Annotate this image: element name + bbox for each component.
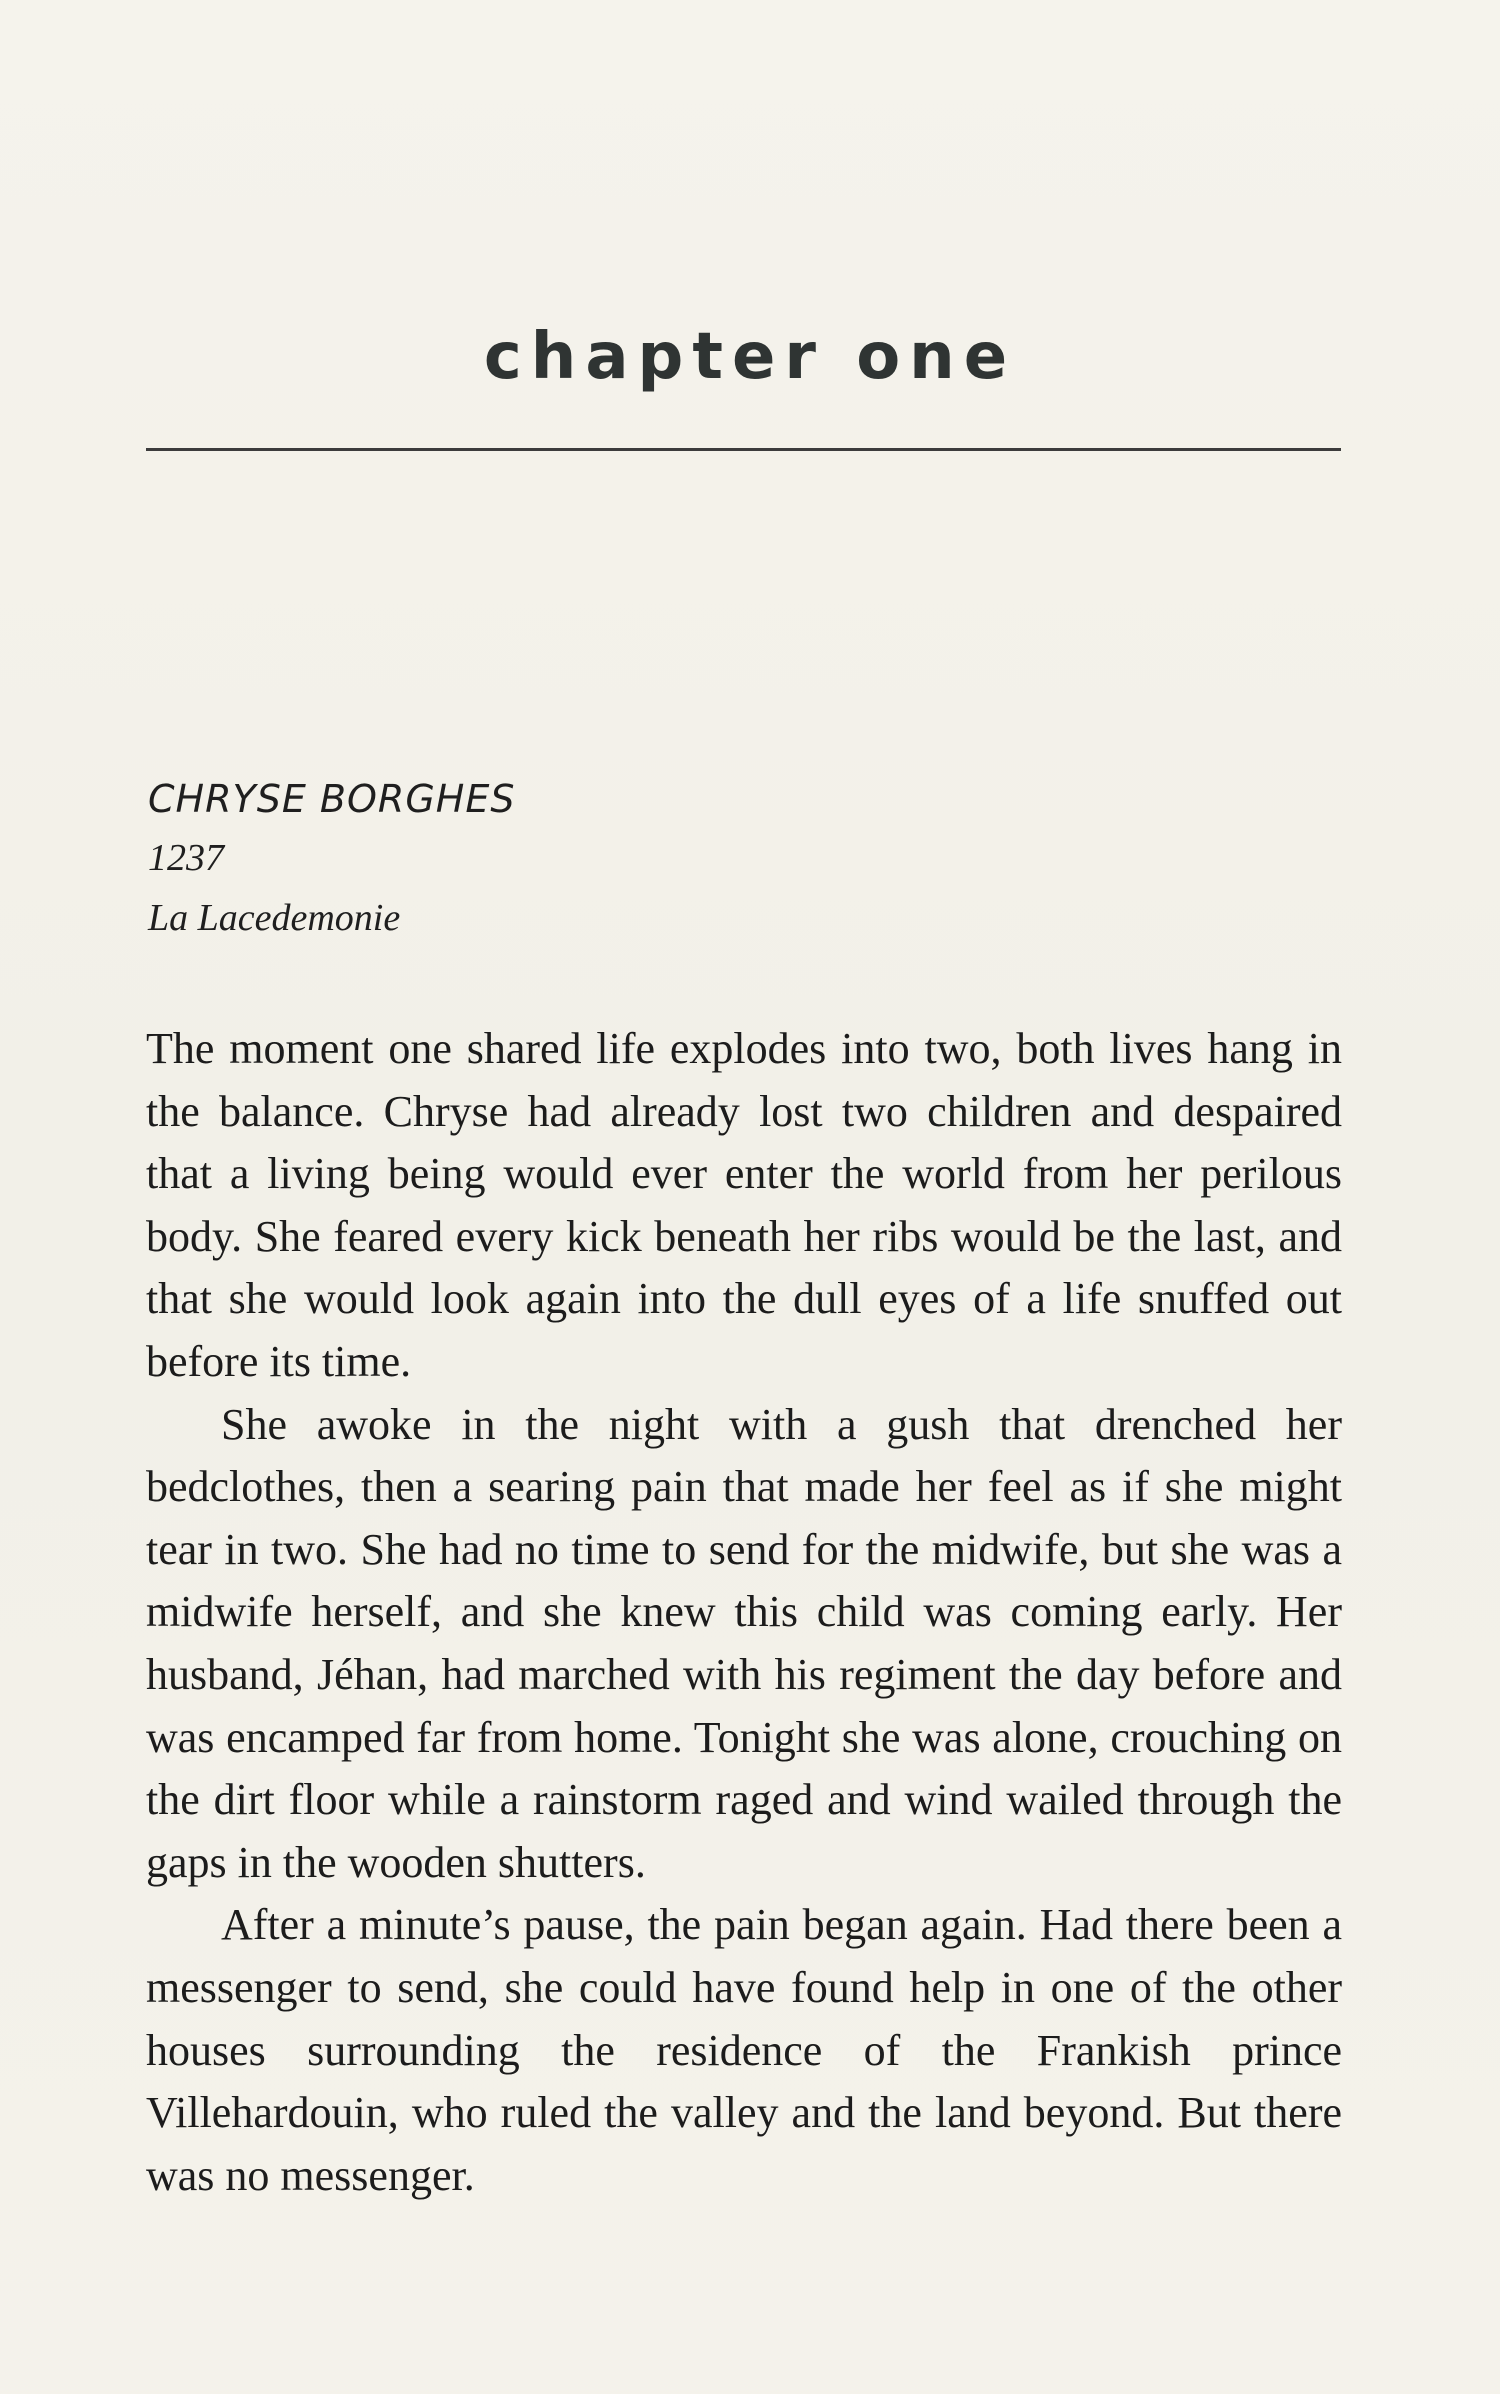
body-text <box>146 1018 1342 2207</box>
paragraph-3: After a minute’s pause, the pain began again. Had there been a messenger to send, she could have found help in one of the other houses surrounding the residence of the Frankish prince Villehardouin, who ruled the valley and the land beyond. But there was no messenger. <box>146 1900 1342 2200</box>
chapter-title: chapter one <box>483 320 1017 394</box>
paragraph-2: She awoke in the night with a gush that drenched her bedclothes, then a searing pain that made her feel as if she might tear in two. She had no time to send for the midwife, but she was a midwife herself, and she knew this child was coming early. Her husband, Jéhan, had marched with his regiment the day before and was encamped far from home. Tonight she was alone, crouching on the dirt floor while a rainstorm raged and wind wailed through the gaps in the wooden shutters. <box>146 1399 1342 1887</box>
section-year: 1237 <box>148 837 224 879</box>
section-header <box>148 770 515 948</box>
section-place: La Lacedemonie <box>148 897 401 939</box>
character-name: CHRYSE BORGHES <box>148 777 516 821</box>
paragraph-1: The moment one shared life explodes into two, both lives hang in the balance. Chryse had already lost two children and despaired that a living being would ever enter the world from her perilous body. She feared every kick beneath her ribs would be the last, and that she would look again into the dull eyes of a life snuffed out before its time. <box>146 1024 1342 1386</box>
chapter-divider <box>146 448 1341 451</box>
